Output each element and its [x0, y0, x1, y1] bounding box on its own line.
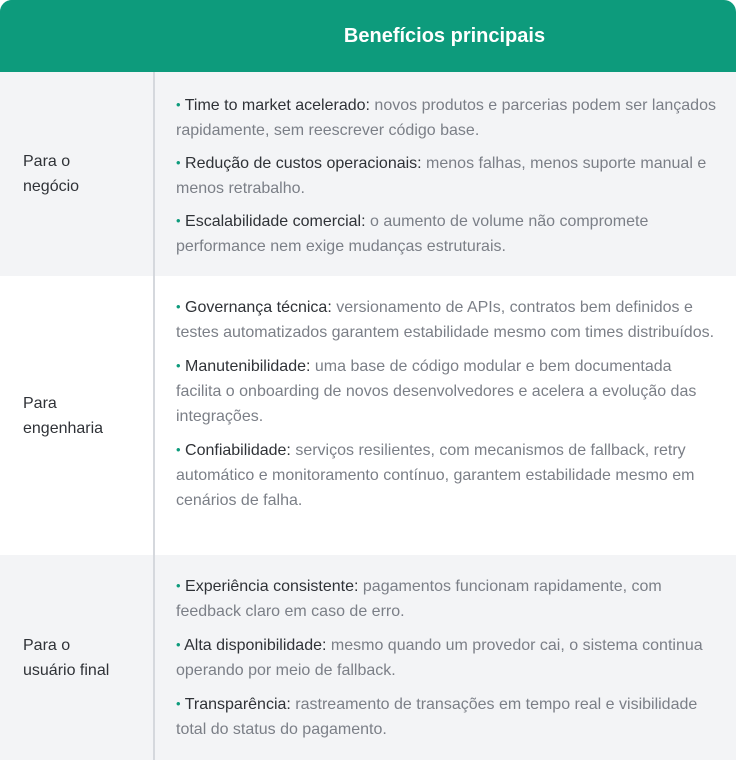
item-term: Escalabilidade comercial:	[185, 213, 366, 230]
header-empty-cell	[0, 0, 153, 72]
item-description: serviços resilientes, com mecanismos de fallback, retry automático e monitoramento contínuo, garantem estabilidade mesmo em cenários de falha.	[176, 442, 695, 509]
bullet-icon: •	[176, 696, 181, 711]
bullet-icon: •	[176, 637, 181, 652]
item-description: uma base de código modular e bem documentada facilita o onboarding de novos desenvolvedores e acelera a evolução das integrações.	[176, 358, 697, 425]
item-description: rastreamento de transações em tempo real e visibilidade total do status do pagamento.	[176, 696, 698, 738]
list-item	[176, 208, 718, 259]
column-divider	[153, 72, 155, 760]
row-label: Para engenharia	[23, 394, 104, 437]
list-item	[176, 437, 718, 513]
item-term: Experiência consistente:	[185, 578, 359, 595]
table-row-business	[0, 72, 736, 276]
header-title: Benefícios principais	[343, 24, 546, 47]
list-item	[176, 632, 718, 683]
bullet-icon: •	[176, 299, 181, 314]
item-term: Alta disponibilidade:	[184, 637, 327, 654]
row-label: Para o usuário final	[23, 636, 110, 679]
bullet-icon: •	[176, 97, 181, 112]
list-item	[176, 691, 718, 742]
bullet-icon: •	[176, 578, 181, 593]
item-description: menos falhas, menos suporte manual e menos retrabalho.	[176, 155, 707, 197]
row-content-cell	[154, 555, 736, 760]
item-term: Time to market acelerado:	[184, 97, 370, 114]
list-item	[176, 573, 718, 624]
row-label: Para o negócio	[23, 153, 80, 195]
item-term: Manutenibilidade:	[185, 358, 311, 375]
bullet-icon: •	[176, 213, 181, 228]
row-label-cell	[0, 72, 153, 276]
row-content-cell	[154, 72, 736, 276]
item-term: Governança técnica:	[185, 299, 332, 316]
list-item	[176, 150, 718, 201]
list-item	[176, 353, 718, 429]
row-content-cell	[154, 276, 736, 555]
item-term: Confiabilidade:	[185, 442, 291, 459]
item-description: o aumento de volume não compromete performance nem exige mudanças estruturais.	[176, 213, 649, 255]
bullet-icon: •	[176, 358, 181, 373]
table-row-engineering	[0, 276, 736, 555]
item-term: Transparência:	[184, 696, 291, 713]
item-description: mesmo quando um provedor cai, o sistema continua operando por meio de fallback.	[176, 637, 703, 679]
item-description: novos produtos e parcerias podem ser lançados rapidamente, sem reescrever código base.	[176, 97, 716, 139]
item-term: Redução de custos operacionais:	[185, 155, 422, 172]
row-label-cell	[0, 276, 153, 555]
table-header	[0, 0, 736, 72]
bullet-icon: •	[176, 442, 181, 457]
table-row-end-user	[0, 555, 736, 760]
item-description: pagamentos funcionam rapidamente, com feedback claro em caso de erro.	[176, 578, 662, 620]
bullet-icon: •	[176, 155, 181, 170]
item-description: versionamento de APIs, contratos bem definidos e testes automatizados garantem estabilidade mesmo com times distribuídos.	[176, 299, 715, 341]
list-item	[176, 92, 718, 143]
row-label-cell	[0, 555, 153, 760]
list-item	[176, 294, 718, 345]
